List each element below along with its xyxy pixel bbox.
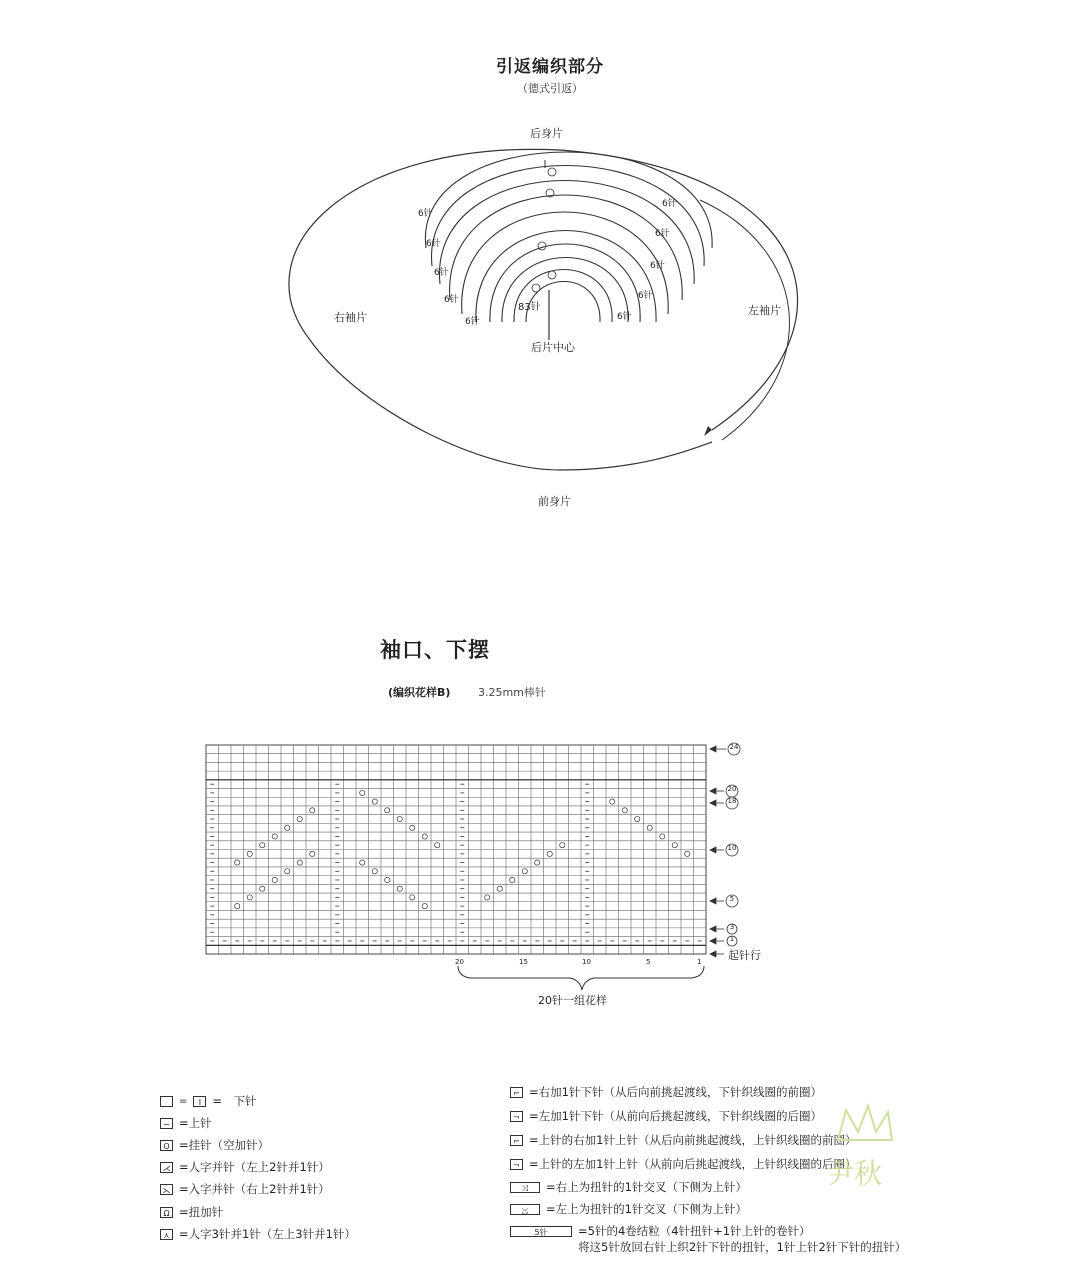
bobble-symbol-icon: 5针 (510, 1226, 572, 1237)
left-cross-symbol-icon: ⤩ (510, 1204, 540, 1215)
label-front-body: 前身片 (538, 495, 571, 508)
legend-item-knit: = I = 下针 (160, 1093, 257, 1109)
label-6-stitches: 6针 (418, 209, 433, 219)
label-6-stitches: 6针 (662, 199, 677, 209)
yarn-over-mark (660, 834, 665, 839)
k2tog-symbol-icon: ⋌ (160, 1162, 173, 1173)
legend-item-left-increase: ¬ =左加1针下针（从前向后挑起渡线，下针织线圈的后圈） (510, 1108, 822, 1124)
yarn-over-mark (485, 895, 490, 900)
row-number: 18 (727, 797, 737, 805)
yarn-over-mark (285, 825, 290, 830)
legend-item-twisted-increase: Ω =扭加针 (160, 1204, 223, 1220)
row-number: 3 (729, 923, 735, 931)
yarn-over-mark (422, 904, 427, 909)
yarn-over-mark (247, 895, 252, 900)
yarn-over-mark (510, 877, 515, 882)
row-arrows (710, 746, 726, 957)
section-title-short-rows: 引返编织部分 (496, 57, 604, 77)
yarn-over-mark (385, 808, 390, 813)
row-number: 10 (727, 844, 737, 852)
row-number: 20 (727, 785, 737, 793)
column-number: 5 (646, 958, 651, 966)
yarn-over-mark (522, 869, 527, 874)
yarn-over-mark (360, 860, 365, 865)
yarn-over-mark (360, 790, 365, 795)
legend-item-purl-left-increase: ¬ =上针的左加1针上针（从前向后挑起渡线，上针织线圈的后圈） (510, 1156, 856, 1172)
label-left-sleeve: 左袖片 (748, 304, 781, 317)
knit-symbol-icon (160, 1096, 173, 1107)
yarn-over-mark (410, 825, 415, 830)
yarn-over-mark (272, 834, 277, 839)
yarn-over-mark (235, 860, 240, 865)
label-right-sleeve: 右袖片 (334, 311, 367, 324)
yarn-over-mark (235, 904, 240, 909)
column-number: 1 (697, 958, 702, 966)
yarn-over-mark (297, 816, 302, 821)
yarn-over-mark (272, 877, 277, 882)
yarn-over-mark (435, 843, 440, 848)
yarn-over-mark (297, 860, 302, 865)
repeat-label: 20针一组花样 (538, 994, 607, 1007)
legend-item-right-cross: ⤨ =右上为扭针的1针交叉（下侧为上针） (510, 1179, 747, 1195)
right-increase-symbol-icon: ⌐ (510, 1087, 523, 1098)
legend-item-right-increase: ⌐ =右加1针下针（从后向前挑起渡线，下针织线圈的前圈） (510, 1084, 822, 1100)
yarn-over-mark (647, 825, 652, 830)
label-6-stitches: 6针 (650, 261, 665, 271)
purl-left-increase-symbol-icon: ¬ (510, 1159, 523, 1170)
ssk-symbol-icon: ⋋ (160, 1184, 173, 1195)
row-number: 1 (729, 935, 735, 943)
row-number: 5 (729, 895, 735, 903)
pattern-label: (编织花样B) (388, 686, 451, 699)
legend-item-ssk: ⋋ =入字并针（右上2针并1针） (160, 1181, 330, 1197)
label-6-stitches: 6针 (655, 229, 670, 239)
section-subtitle-german-short-rows: （德式引返） (517, 82, 583, 95)
chart-symbols (210, 784, 702, 941)
yarn-over-mark (397, 886, 402, 891)
yarn-over-mark (397, 816, 402, 821)
left-increase-symbol-icon: ¬ (510, 1111, 523, 1122)
row-marker-icon (548, 168, 556, 176)
yarn-over-mark (672, 843, 677, 848)
yarn-over-mark (622, 808, 627, 813)
yarn-over-mark (685, 851, 690, 856)
right-cross-symbol-icon: ⤨ (510, 1182, 540, 1193)
purl-right-increase-symbol-icon: ⌐ (510, 1135, 523, 1146)
repeat-brace (458, 966, 704, 990)
yarn-over-mark (247, 851, 252, 856)
label-6-stitches: 6针 (426, 239, 441, 249)
legend-item-bobble: 5针 =5针的4卷结粒（4针扭针+1针上针的卷针） (510, 1223, 811, 1239)
twisted-increase-symbol-icon: Ω (160, 1207, 173, 1218)
cast-on-label: 起针行 (728, 949, 761, 962)
column-number: 15 (519, 958, 528, 966)
yarn-over-mark (310, 808, 315, 813)
column-number: 20 (455, 958, 464, 966)
label-6-stitches: 6针 (617, 312, 632, 322)
label-back-body: 后身片 (530, 127, 563, 140)
legend-item-purl: − =上针 (160, 1115, 212, 1131)
legend-item-k3tog: ⋏ =人字3针并1针（左上3针并1针） (160, 1226, 356, 1242)
watermark-logo (818, 1100, 908, 1210)
yarn-over-symbol-icon: O (160, 1140, 173, 1151)
legend-item-left-cross: ⤩ =左上为扭针的1针交叉（下侧为上针） (510, 1201, 747, 1217)
yarn-over-mark (285, 869, 290, 874)
purl-symbol-icon: − (160, 1118, 173, 1129)
yarn-over-mark (260, 843, 265, 848)
short-row-diagram (0, 0, 1080, 560)
label-6-stitches: 6针 (434, 268, 449, 278)
legend-bobble-note: 将这5针放回右针上织2针下针的扭针，1针上针2针下针的扭针） (578, 1240, 907, 1254)
section-title-cuff-hem: 袖口、下摆 (380, 638, 490, 662)
yarn-over-mark (422, 834, 427, 839)
label-center-stitches: 83针 (518, 302, 541, 313)
yarn-over-mark (610, 799, 615, 804)
label-back-center: 后片中心 (531, 341, 575, 354)
yarn-over-mark (410, 895, 415, 900)
yarn-over-mark (372, 799, 377, 804)
row-marker-icon (532, 284, 540, 292)
knit-i-symbol-icon: I (193, 1096, 206, 1107)
yarn-over-mark (385, 877, 390, 882)
yarn-over-mark (260, 886, 265, 891)
label-6-stitches: 6针 (444, 295, 459, 305)
chart-grid (206, 745, 706, 954)
yarn-over-mark (310, 851, 315, 856)
yarn-over-mark (635, 816, 640, 821)
k3tog-symbol-icon: ⋏ (160, 1229, 173, 1240)
legend-item-yarn-over: O =挂针（空加针） (160, 1137, 269, 1153)
spiral-arrow-icon (704, 426, 712, 436)
yarn-over-mark (547, 851, 552, 856)
row-marker-icon (548, 271, 556, 279)
label-6-stitches: 6针 (465, 317, 480, 327)
needle-size: 3.25mm棒针 (478, 686, 546, 699)
yarn-over-mark (497, 886, 502, 891)
yarn-over-mark (372, 869, 377, 874)
watermark-text: 尹秋 (826, 1157, 883, 1190)
chart-border (206, 745, 706, 954)
row-number: 24 (729, 743, 739, 751)
legend-item-k2tog: ⋌ =人字并针（左上2针并1针） (160, 1159, 330, 1175)
legend-item-purl-right-increase: ⌐ =上针的右加1针上针（从后向前挑起渡线，上针织线圈的前圈） (510, 1132, 856, 1148)
column-number: 10 (582, 958, 591, 966)
yarn-over-mark (535, 860, 540, 865)
label-6-stitches: 6针 (638, 291, 653, 301)
yarn-over-mark (560, 843, 565, 848)
